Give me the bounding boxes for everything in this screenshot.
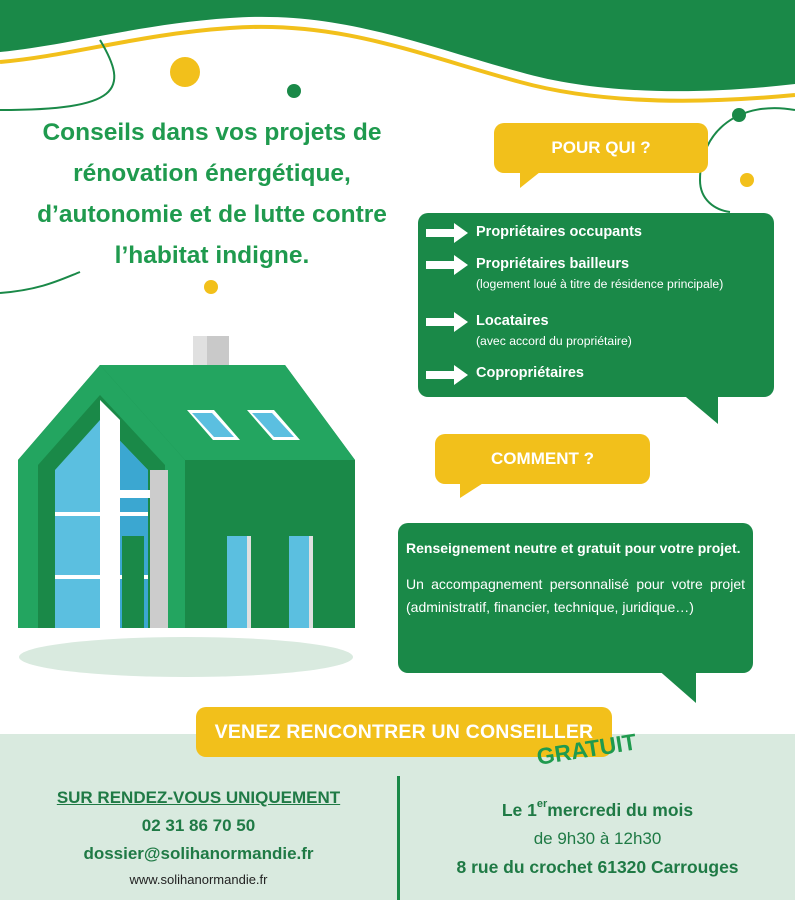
email-link[interactable]: dossier@solihanormandie.fr: [83, 844, 314, 863]
audience-item-label: Copropriétaires: [476, 365, 584, 381]
permanence-info: [400, 800, 795, 878]
headline: Conseils dans vos projets de rénovation énergétique, d’autonomie et de lutte contre l’habitat indigne.: [37, 119, 387, 269]
permanence-date: [400, 800, 795, 821]
audience-item: [476, 313, 632, 348]
audience-item-note: (avec accord du propriétaire): [476, 334, 632, 348]
audience-item-label: Locataires: [476, 313, 549, 329]
phone-number[interactable]: 02 31 86 70 50: [141, 816, 256, 835]
audience-item: [476, 224, 642, 240]
service-description-box: [398, 523, 753, 673]
contact-info: [0, 788, 397, 887]
date-ordinal: er: [536, 798, 548, 811]
comment-label: COMMENT ?: [435, 434, 650, 484]
yellow-dot: [740, 173, 754, 187]
appointment-only-note: SUR RENDEZ-VOUS UNIQUEMENT: [56, 788, 341, 807]
permanence-address: 8 rue du crochet 61320 Carrouges: [456, 857, 739, 877]
left-curve-line: [0, 40, 114, 110]
arrow-right-icon: [426, 255, 468, 275]
date-prefix: Le 1: [501, 800, 537, 820]
audience-item: [476, 365, 584, 381]
website-link[interactable]: www.solihanormandie.fr: [129, 872, 268, 887]
audience-item-label: Propriétaires bailleurs: [476, 256, 630, 272]
permanence-hours: de 9h30 à 12h30: [533, 829, 662, 848]
arrow-right-icon: [426, 312, 468, 332]
audience-item-note: (logement loué à titre de résidence principale): [476, 277, 724, 291]
arrow-right-icon: [426, 365, 468, 385]
meet-advisor-banner: VENEZ RENCONTRER UN CONSEILLER: [196, 707, 612, 757]
house-illustration: [18, 336, 355, 677]
service-body: Un accompagnement personnalisé pour votre projet (administratif, financier, technique, juridique…): [406, 576, 745, 615]
green-dot: [287, 84, 301, 98]
date-suffix: mercredi du mois: [547, 800, 694, 820]
audience-item: [476, 256, 723, 291]
right-curve-line: [700, 108, 795, 212]
yellow-dot: [204, 280, 218, 294]
service-title: Renseignement neutre et gratuit pour votre projet.: [406, 540, 741, 556]
how-box-tail: [656, 668, 696, 703]
audience-item-label: Propriétaires occupants: [476, 224, 642, 240]
arrow-right-icon: [426, 223, 468, 243]
pour-qui-label: POUR QUI ?: [494, 123, 708, 173]
yellow-dot: [170, 57, 200, 87]
free-badge: GRATUIT: [534, 728, 639, 770]
target-audience-box: [418, 213, 774, 397]
